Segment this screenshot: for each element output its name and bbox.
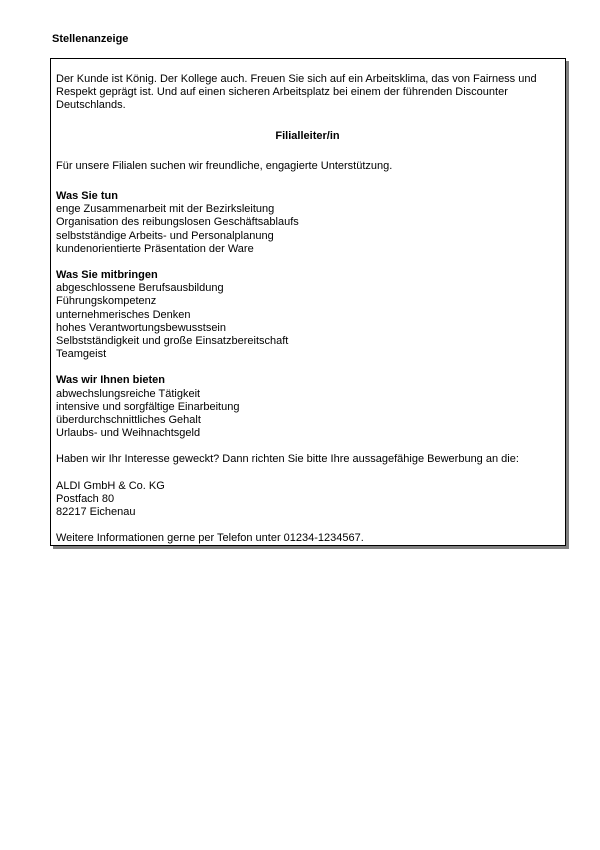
section-list bbox=[56, 388, 559, 441]
section-offer bbox=[56, 374, 559, 440]
postbox: Postfach 80 bbox=[56, 492, 115, 505]
list-item: Selbstständigkeit und große Einsatzbereitschaft bbox=[56, 335, 289, 348]
list-item: überdurchschnittliches Gehalt bbox=[56, 414, 201, 427]
call-to-action: Haben wir Ihr Interesse geweckt? Dann richten Sie bitte Ihre aussagefähige Bewerbung an die: bbox=[56, 453, 519, 466]
section-list bbox=[56, 282, 559, 361]
list-item: abgeschlossene Berufsausbildung bbox=[56, 282, 224, 295]
city: 82217 Eichenau bbox=[56, 506, 136, 519]
list-item: Führungskompetenz bbox=[56, 295, 157, 308]
list-item: hohes Verantwortungsbewusstsein bbox=[56, 321, 226, 334]
list-item: enge Zusammenarbeit mit der Bezirksleitung bbox=[56, 203, 275, 216]
list-item: Organisation des reibungslosen Geschäftsablaufs bbox=[56, 216, 299, 229]
list-item: unternehmerisches Denken bbox=[56, 308, 191, 321]
job-title: Filialleiter/in bbox=[275, 129, 340, 142]
search-text: Für unsere Filialen suchen wir freundliche, engagierte Unterstützung. bbox=[56, 159, 393, 172]
company-name: ALDI GmbH & Co. KG bbox=[56, 479, 165, 492]
list-item: Urlaubs- und Weihnachtsgeld bbox=[56, 427, 201, 440]
list-item: abwechslungsreiche Tätigkeit bbox=[56, 387, 201, 400]
job-ad-box bbox=[50, 58, 566, 546]
address-block bbox=[56, 480, 559, 520]
list-item: Teamgeist bbox=[56, 348, 107, 361]
contact-info: Weitere Informationen gerne per Telefon unter 01234-1234567. bbox=[56, 532, 364, 545]
section-tasks bbox=[56, 190, 559, 256]
section-title: Was Sie mitbringen bbox=[56, 269, 158, 282]
list-item: intensive und sorgfältige Einarbeitung bbox=[56, 400, 240, 413]
section-title: Was wir Ihnen bieten bbox=[56, 374, 165, 387]
intro-text: Der Kunde ist König. Der Kollege auch. Freuen Sie sich auf ein Arbeitsklima, das von Fairness und Respekt geprägt ist. Und auf einen sicheren Arbeitsplatz bei einem der führenden Discounter Deutschlands. bbox=[56, 73, 537, 112]
section-requirements bbox=[56, 269, 559, 361]
page-heading: Stellenanzeige bbox=[52, 33, 129, 45]
section-list bbox=[56, 203, 559, 256]
list-item: kundenorientierte Präsentation der Ware bbox=[56, 242, 254, 255]
section-title: Was Sie tun bbox=[56, 190, 118, 203]
list-item: selbstständige Arbeits- und Personalplanung bbox=[56, 229, 274, 242]
